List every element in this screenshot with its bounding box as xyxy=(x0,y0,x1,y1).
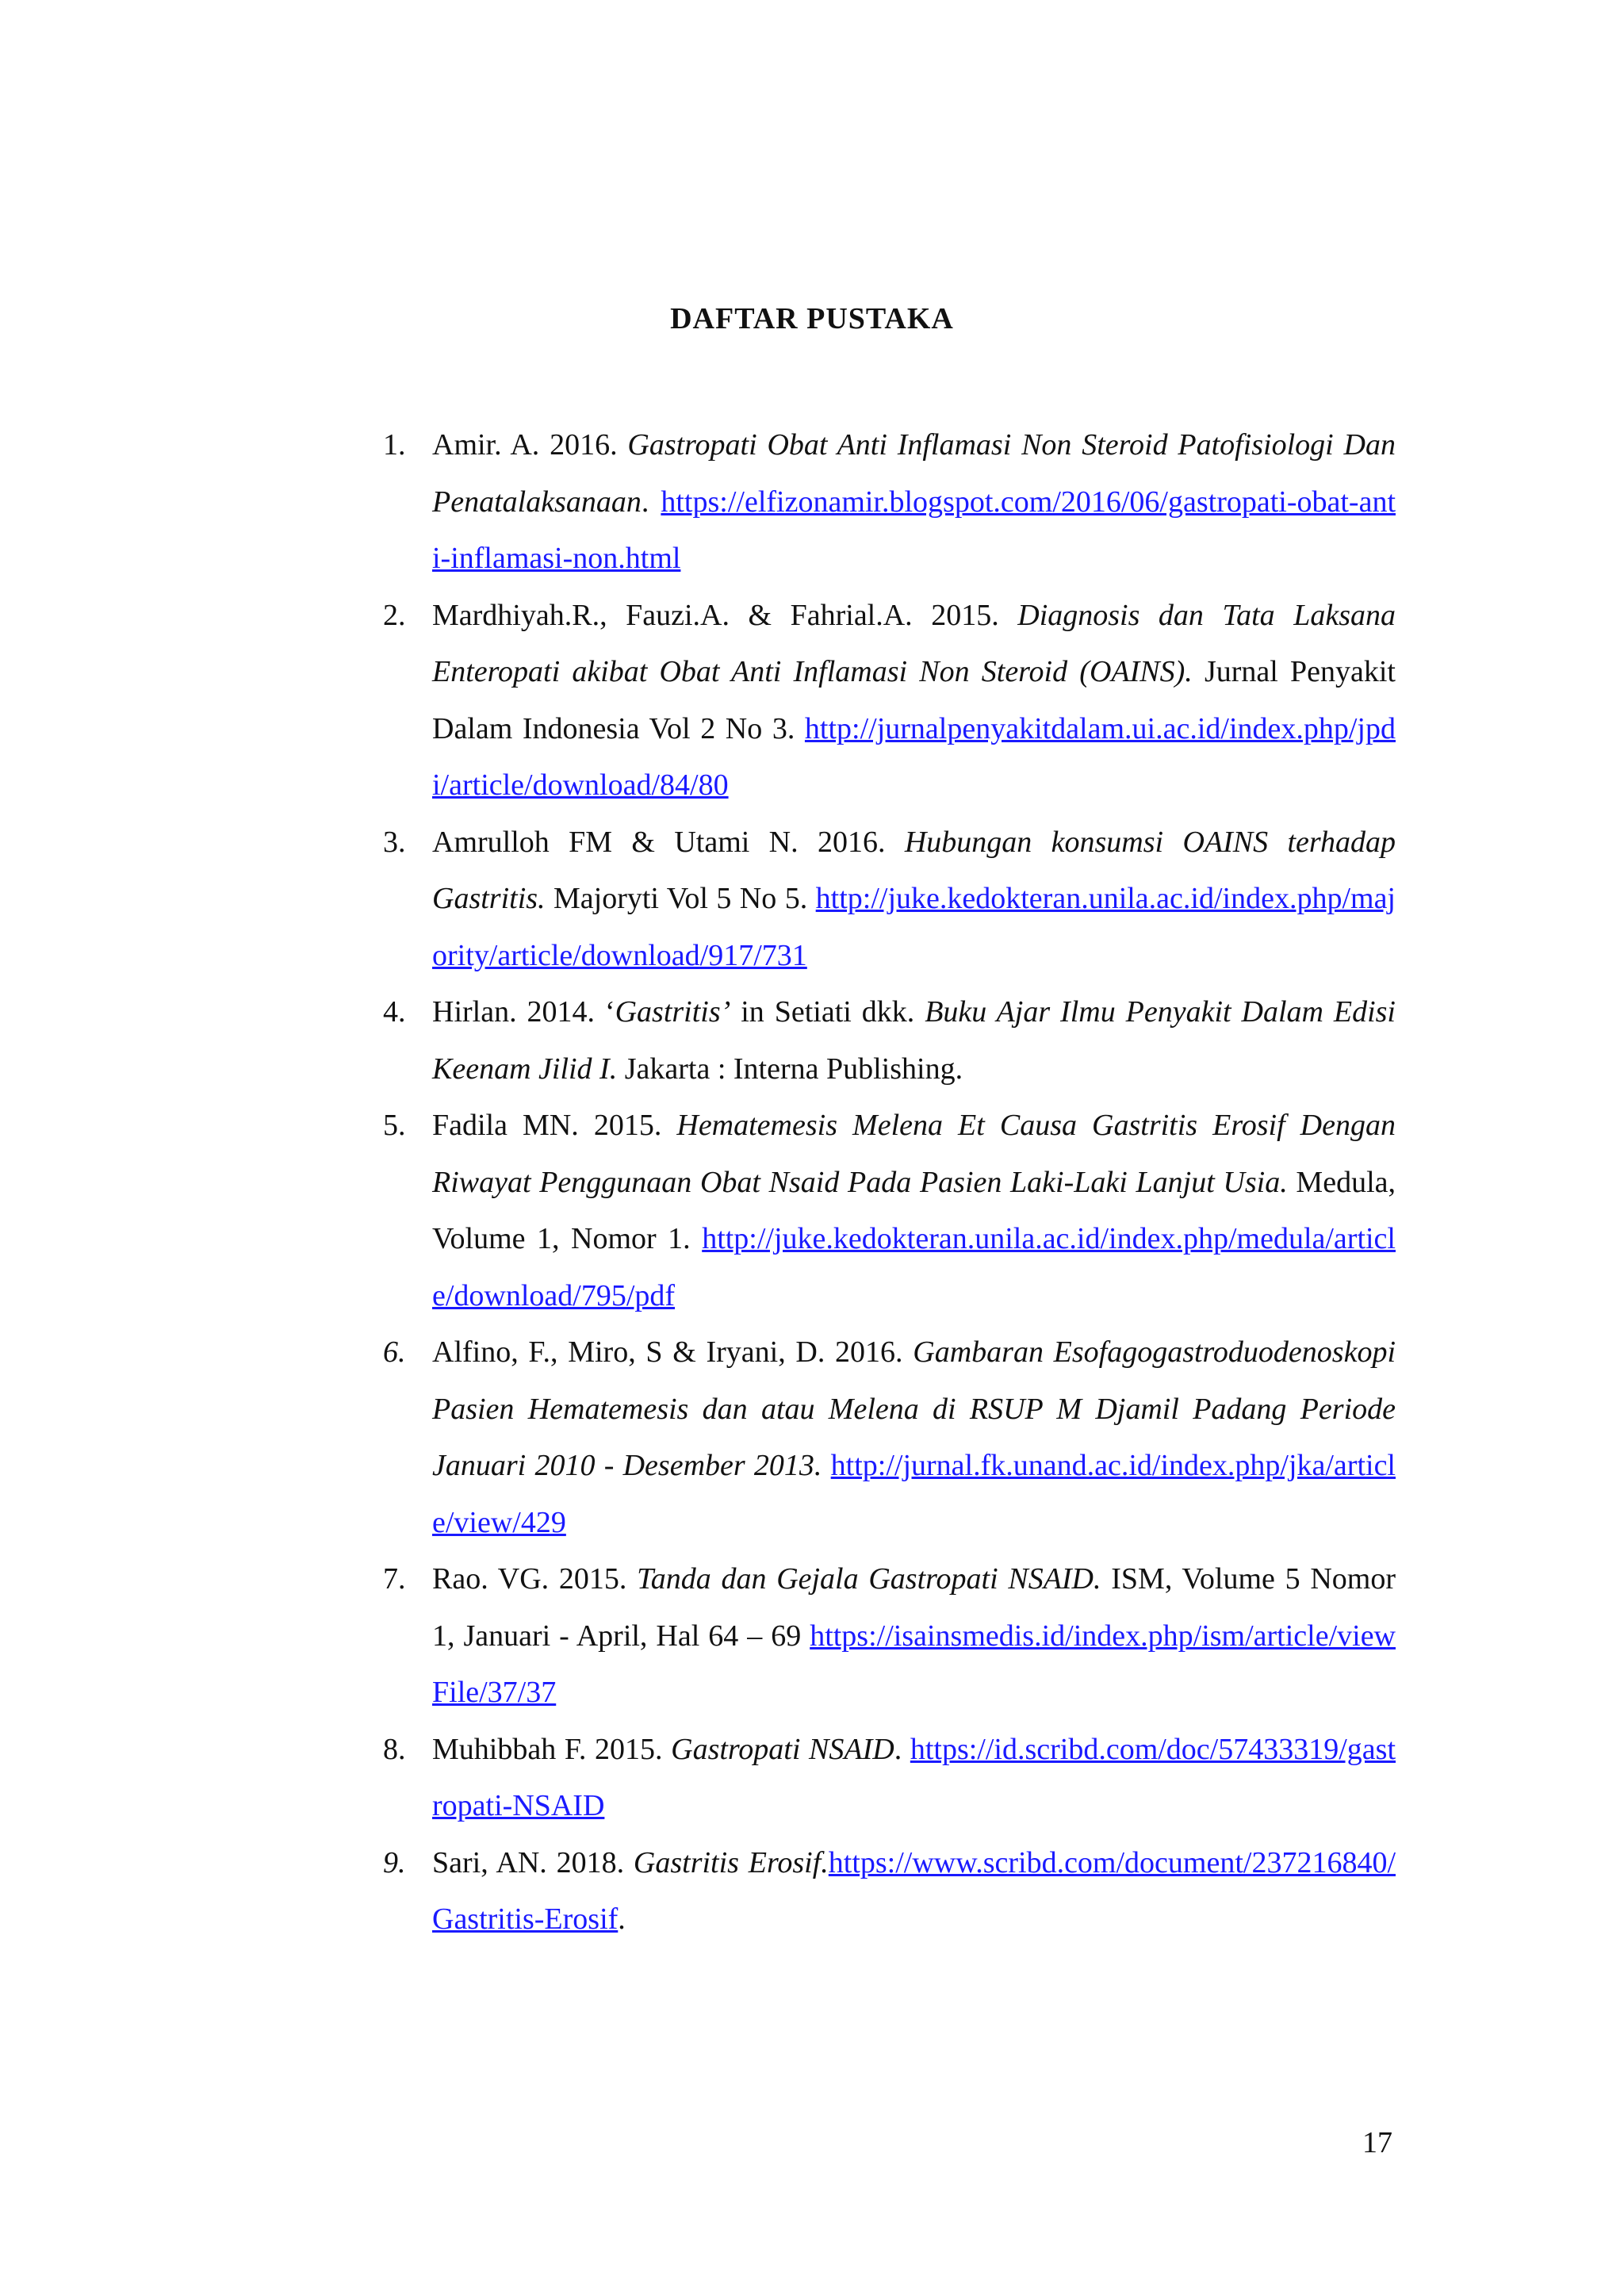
reference-author-year: Mardhiyah.R., Fauzi.A. & Fahrial.A. 2015. xyxy=(432,598,1018,632)
reference-number: 5. xyxy=(383,1109,406,1142)
page-number: 17 xyxy=(1362,2126,1392,2159)
reference-title: Hubungan konsumsi OAINS terhadap Gastritis. xyxy=(432,825,1396,915)
page-title: DAFTAR PUSTAKA xyxy=(670,302,954,335)
reference-title: Hematemesis Melena Et Causa Gastritis Erosif Dengan Riwayat Penggunaan Obat Nsaid Pada Pasien Laki-Laki Lanjut Usia. xyxy=(432,1109,1396,1199)
reference-link[interactable]: http://jurnal.fk.unand.ac.id/index.php/jka/article/view/429 xyxy=(432,1449,1396,1539)
reference-source: ISM, Volume 5 Nomor 1, Januari - April, Hal 64 – 69 xyxy=(432,1562,1396,1653)
reference-source: . xyxy=(894,1732,910,1766)
reference-item-3 xyxy=(383,814,1396,985)
reference-author-year: Fadila MN. 2015. xyxy=(432,1109,677,1142)
reference-number: 9. xyxy=(383,1845,406,1879)
reference-source: . xyxy=(641,485,661,519)
reference-title: Gastritis’ xyxy=(615,995,731,1029)
reference-source: in Setiati dkk. xyxy=(730,995,925,1029)
reference-link[interactable]: https://www.scribd.com/document/237216840/Gastritis-Erosif xyxy=(432,1845,1396,1936)
reference-author-year: Muhibbah F. 2015. xyxy=(432,1732,672,1766)
reference-item-8 xyxy=(383,1722,1396,1835)
reference-source: Medula, Volume 1, Nomor 1. xyxy=(432,1165,1396,1255)
reference-author-year: Amrulloh FM & Utami N. 2016. xyxy=(432,825,905,859)
reference-list xyxy=(383,417,1396,1948)
reference-number: 3. xyxy=(383,825,406,859)
reference-number: 1. xyxy=(383,428,406,462)
reference-source: Majoryti Vol 5 No 5. xyxy=(545,882,816,915)
reference-title: Gastropati Obat Anti Inflamasi Non Steroid Patofisiologi Dan Penatalaksanaan xyxy=(432,428,1396,519)
reference-book-title: Buku Ajar Ilmu Penyakit Dalam Edisi Keenam Jilid I. xyxy=(432,995,1396,1086)
reference-number: 6. xyxy=(383,1335,406,1369)
reference-author-year: Rao. VG. 2015. xyxy=(432,1562,638,1596)
reference-item-5 xyxy=(383,1098,1396,1324)
reference-author-year: Sari, AN. 2018. xyxy=(432,1845,634,1879)
reference-publisher: Jakarta : Interna Publishing. xyxy=(617,1052,963,1086)
reference-title: Tanda dan Gejala Gastropati NSAID. xyxy=(637,1562,1101,1596)
reference-author-year: Alfino, F., Miro, S & Iryani, D. 2016. xyxy=(432,1335,914,1369)
reference-author-year: Hirlan. 2014. ‘ xyxy=(432,995,615,1029)
reference-item-9 xyxy=(383,1835,1396,1948)
reference-author-year: Amir. A. 2016. xyxy=(432,428,628,462)
reference-item-1 xyxy=(383,417,1396,588)
reference-number: 4. xyxy=(383,995,406,1029)
reference-source xyxy=(822,1449,830,1482)
reference-link[interactable]: https://elfizonamir.blogspot.com/2016/06/gastropati-obat-anti-inflamasi-non.html xyxy=(432,485,1396,575)
reference-item-2 xyxy=(383,588,1396,814)
reference-number: 8. xyxy=(383,1732,406,1766)
reference-title: Gastritis Erosif. xyxy=(633,1845,829,1879)
reference-number: 2. xyxy=(383,598,406,632)
reference-trailing-period: . xyxy=(618,1902,626,1936)
reference-title: Diagnosis dan Tata Laksana Enteropati akibat Obat Anti Inflamasi Non Steroid (OAINS). xyxy=(432,598,1396,688)
reference-link[interactable]: http://juke.kedokteran.unila.ac.id/index.php/medula/article/download/795/pdf xyxy=(432,1222,1396,1312)
reference-item-4 xyxy=(383,984,1396,1098)
reference-link[interactable]: https://id.scribd.com/doc/57433319/gastropati-NSAID xyxy=(432,1732,1396,1822)
reference-link[interactable]: http://juke.kedokteran.unila.ac.id/index.php/majority/article/download/917/731 xyxy=(432,882,1396,972)
reference-link[interactable]: https://isainsmedis.id/index.php/ism/article/viewFile/37/37 xyxy=(432,1619,1396,1709)
reference-item-6 xyxy=(383,1324,1396,1551)
reference-item-7 xyxy=(383,1551,1396,1722)
reference-link[interactable]: http://jurnalpenyakitdalam.ui.ac.id/index.php/jpdi/article/download/84/80 xyxy=(432,711,1396,802)
reference-title: Gambaran Esofagogastroduodenoskopi Pasien Hematemesis dan atau Melena di RSUP M Djamil Padang Periode Januari 2010 - Desember 2013. xyxy=(432,1335,1396,1482)
reference-source: Jurnal Penyakit Dalam Indonesia Vol 2 No 3. xyxy=(432,655,1396,745)
reference-title: Gastropati NSAID xyxy=(671,1732,894,1766)
reference-number: 7. xyxy=(383,1562,406,1596)
